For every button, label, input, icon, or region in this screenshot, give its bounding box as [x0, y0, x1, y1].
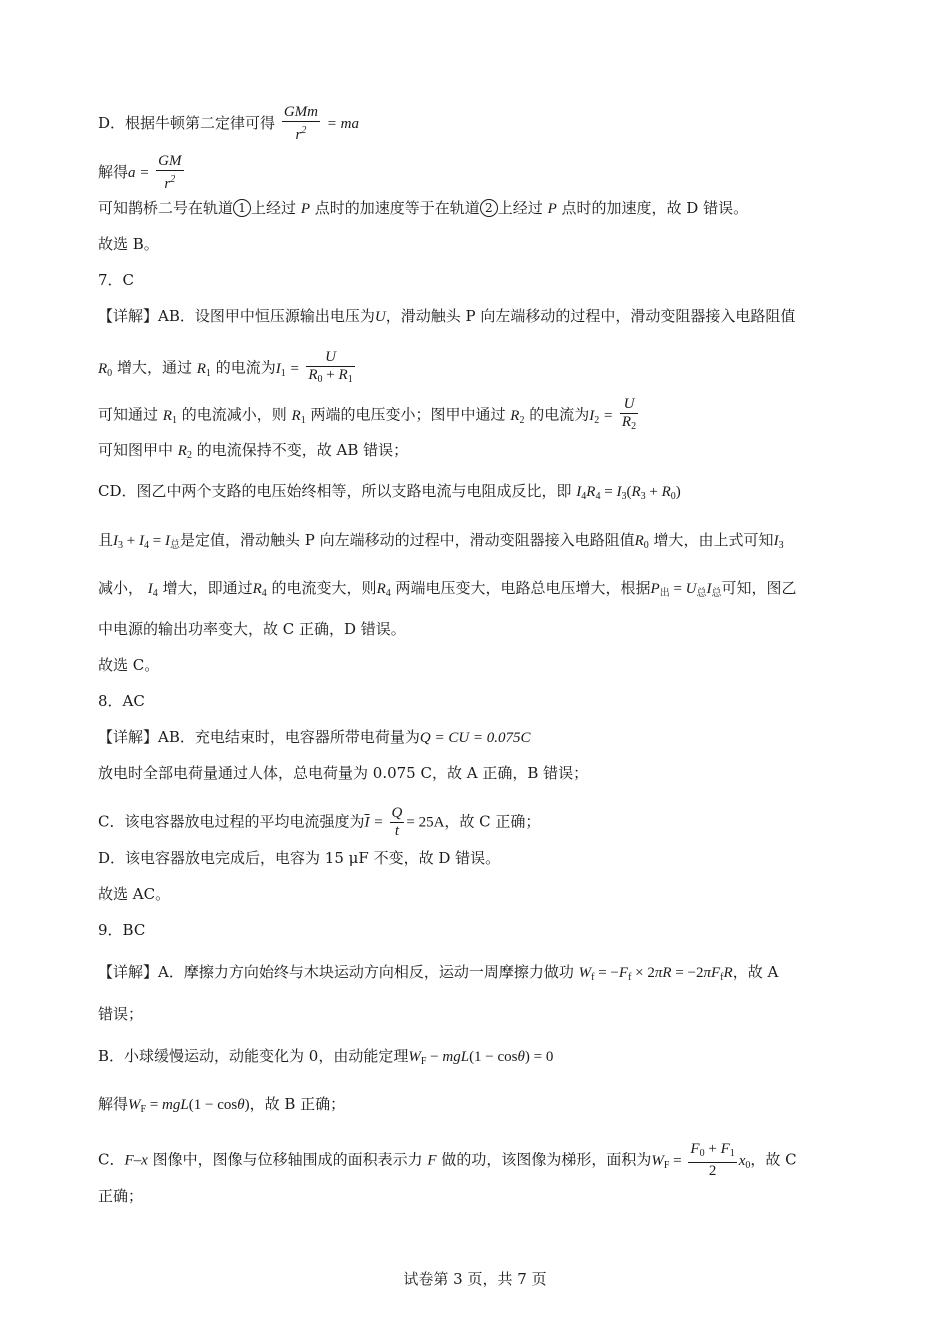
q7-line1: 【详解】AB．设图甲中恒压源输出电压为U，滑动触头 P 向左端移动的过程中，滑动变阻器接入电路阻值 [98, 307, 796, 325]
q7-line4: 可知图甲中 $R_2$ 的电流保持不变，故 AB 错误； [98, 441, 409, 461]
q7-line6: 且$I_3 + I_4 = I_总$是定值，滑动触头 P 向左端移动的过程中，滑动变阻器接入电路阻值$R_0$ 增大，由上式可知$I_3$ [98, 531, 784, 551]
q8-header: 8．AC [98, 692, 145, 710]
page-footer: 试卷第 3 页，共 7 页 [403, 1270, 547, 1288]
fraction-q-over-t: $\frac{Q}{t}$ [391, 805, 403, 839]
q7-line8: 中电源的输出功率变大，故 C 正确，D 错误。 [98, 620, 406, 638]
q6-solve-line: 解得a = $\frac{GM}{r^2}$ [98, 153, 182, 192]
fraction-u-over-r0-r1: $\frac{U}{R_0 + R_1}$ [308, 349, 353, 385]
fraction-gmm-r2: $\frac{\text{GMm}}{r^2}$ [283, 104, 318, 143]
q7-answer: 故选 C。 [98, 656, 160, 674]
q7-line5: CD．图乙中两个支路的电压始终相等，所以支路电流与电阻成反比，即 $I_4R_4 = I_3(R_3 + R_0)$ [98, 482, 681, 502]
q7-header: 7．C [98, 271, 135, 289]
q9-line6: 正确； [98, 1187, 144, 1205]
fraction-gm-r2: $\frac{GM}{r^2}$ [158, 153, 182, 192]
q7-line3: 可知通过 $R_1$ 的电流减小，则 $R_1$ 两端的电压变小；图甲中通过 $R_2$ 的电流为$I_2$ = $\frac{U}{R_2}$ [98, 396, 640, 435]
q9-line4: 解得$W_F = mgL(1 - \cos\theta)$，故 B 正确； [98, 1095, 346, 1115]
q8-line2: 放电时全部电荷量通过人体，总电荷量为 0.075 C，故 A 正确，B 错误； [98, 764, 589, 782]
q7-line2: $R_0$ 增大，通过 $R_1$ 的电流为$I_1$ = $\frac{U}{R_0 + R_1}$ [98, 349, 357, 388]
q8-answer: 故选 AC。 [98, 885, 171, 903]
circled-1-icon: 1 [233, 199, 251, 217]
q6-option-d-line: D．根据牛顿第二定律可得 $\frac{\text{GMm}}{r^2}$ = ma [98, 104, 359, 143]
q9-line3: B．小球缓慢运动，动能变化为 0，由动能定理$W_F - mgL(1 - \cos\theta) = 0$ [98, 1047, 554, 1067]
q8-line1: 【详解】AB．充电结束时，电容器所带电荷量为Q = CU = 0.075C [98, 728, 531, 746]
q9-line2: 错误； [98, 1005, 144, 1023]
q7-line7: 减小， $I_4$ 增大，即通过$R_4$ 的电流变大，则$R_4$ 两端电压变大，电路总电压增大，根据$P_出 = U_总I_总$可知，图乙 [98, 579, 797, 599]
fraction-u-over-r2: $\frac{U}{R_2}$ [621, 396, 637, 432]
q9-line5: C．F–x 图像中，图像与位移轴围成的面积表示力 F 做的功，该图像为梯形，面积为$W_F$ = $\frac{F_0 + F_1}{2}$ $x_0$，故 C [98, 1141, 797, 1179]
fraction-f0-plus-f1-over-2: $\frac{F_0 + F_1}{2}$ [690, 1141, 735, 1179]
q6-answer: 故选 B。 [98, 235, 159, 253]
q8-line4: D．该电容器放电完成后，电容为 15 μF 不变，故 D 错误。 [98, 849, 501, 867]
q9-line1: 【详解】A．摩擦力方向始终与木块运动方向相反，运动一周摩擦力做功 $W_f = -F_f \times 2\pi R = -2\pi F_fR$，故 A [98, 963, 779, 983]
circled-2-icon: 2 [480, 199, 498, 217]
q6-conclusion: 可知鹊桥二号在轨道 1 上经过 P 点时的加速度等于在轨道 2 上经过 P 点时的加速度，故 D 错误。 [98, 199, 749, 217]
q8-line3: C．该电容器放电过程的平均电流强度为$\overline{I}$ = $\frac{Q}{t}$ = 25A，故 C 正确； [98, 805, 541, 839]
q9-header: 9．BC [98, 921, 146, 939]
